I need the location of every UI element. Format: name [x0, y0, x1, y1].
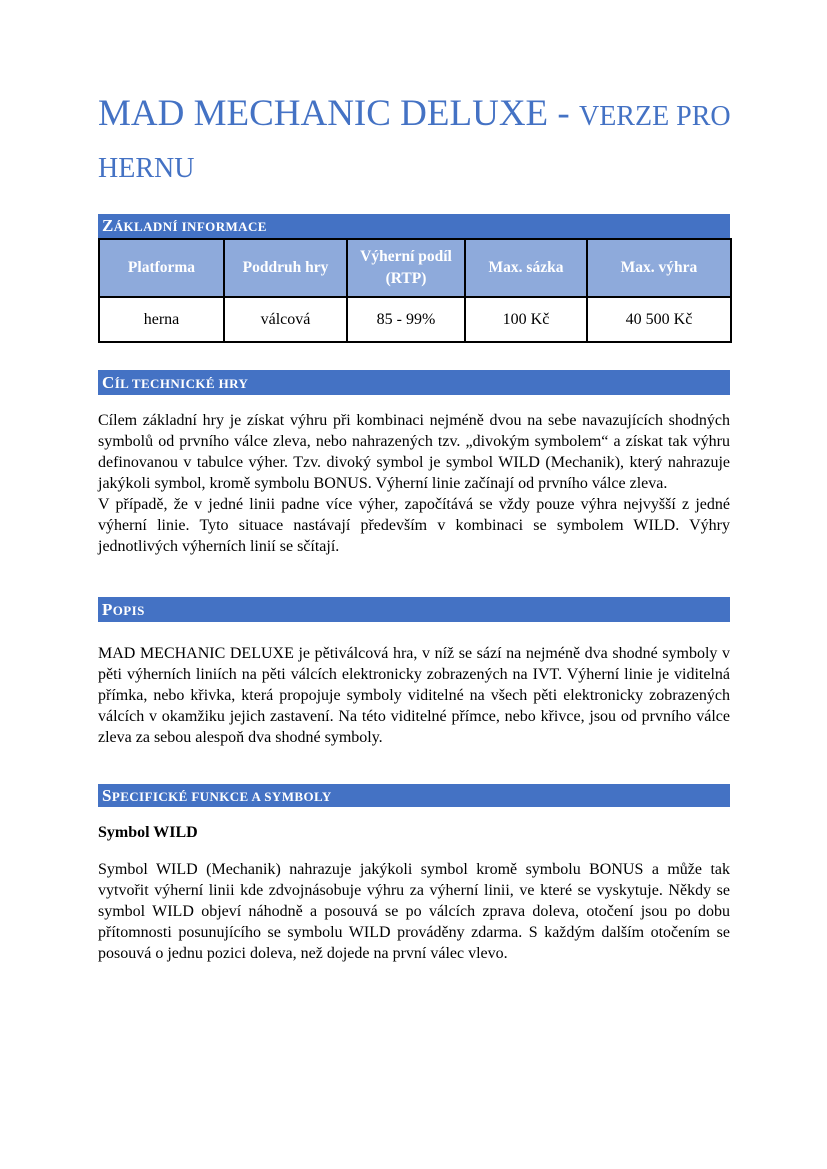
header-cell-poddruh-hry: Poddruh hry — [224, 239, 347, 297]
header-cell-max-vyhra: Max. výhra — [587, 239, 731, 297]
section-body-symbol-wild — [98, 859, 730, 964]
header-cell-max-sazka: Max. sázka — [465, 239, 587, 297]
basic-info-table — [98, 238, 732, 343]
paragraph: V případě, že v jedné linii padne více výher, započítává se vždy pouze výhra nejvyšší z jedné výherní linie. Tyto situace nastávají především v kombinaci se symbolem WILD. Výhry jednotlivých výherních linií se sčítají. — [98, 496, 730, 555]
cell-max-sazka: 100 Kč — [465, 297, 587, 342]
section-body-cil — [98, 410, 730, 557]
page-content — [98, 0, 730, 964]
title-main-text: MAD MECHANIC DELUXE - — [98, 93, 579, 134]
section-heading-specificke-funkce: SPECIFICKÉ FUNKCE A SYMBOLY — [98, 784, 730, 807]
title-line-2 — [98, 145, 730, 197]
paragraph: Cílem základní hry je získat výhru při kombinaci nejméně dvou na sebe navazujících shodných symbolů od prvního válce zleva, nebo nahrazených tzv. „divokým symbolem“ a získat tak výhru definovanou v tabulce výher. Tzv. divoký symbol je symbol WILD (Mechanik), který nahrazuje jakýkoli symbol, kromě symbolu BONUS. Výherní linie začínají od prvního válce zleva. — [98, 412, 730, 492]
header-cell-platforma: Platforma — [99, 239, 224, 297]
title-line-1 — [98, 90, 730, 145]
cell-vyherni-podil: 85 - 99% — [347, 297, 465, 342]
cell-poddruh-hry: válcová — [224, 297, 347, 342]
title-subtitle-text: VERZE PRO — [578, 101, 731, 132]
section-heading-popis: POPIS — [98, 597, 730, 622]
paragraph: MAD MECHANIC DELUXE je pětiválcová hra, v níž se sází na nejméně dva shodné symboly v pěti výherních liniích na pěti válcích elektronicky zobrazených na IVT. Výherní linie je viditelná přímka, nebo křivka, která propojuje symboly viditelné na všech pěti elektronicky zobrazených válcích v okamžiku jejich zastavení. Na této viditelné přímce, nebo křivce, jsou od prvního válce zleva za sebou alespoň dva shodné symboly. — [98, 645, 730, 746]
table-data-row — [99, 297, 731, 342]
section-body-popis — [98, 643, 730, 748]
title-subtitle-text-2: HERNU — [98, 153, 195, 184]
subheading-symbol-wild: Symbol WILD — [98, 824, 198, 841]
cell-max-vyhra: 40 500 Kč — [587, 297, 731, 342]
section-heading-cil-technicke-hry: CÍL TECHNICKÉ HRY — [98, 370, 730, 395]
page-title — [98, 90, 730, 197]
table-header-row — [99, 239, 731, 297]
paragraph: Symbol WILD (Mechanik) nahrazuje jakýkoli symbol kromě symbolu BONUS a může tak vytvořit výherní linii kde zdvojnásobuje výhru za výherní linii, ve které se vyskytuje. Někdy se symbol WILD objeví náhodně a posouvá se po válcích zprava doleva, otočení jsou po dobu přítomnosti posunujícího se symbolu WILD prováděny zdarma. S každým dalším otočením se posouvá o jednu pozici doleva, než dojede na první válec vlevo. — [98, 861, 730, 962]
section-heading-zakladni-informace: ZÁKLADNÍ INFORMACE — [98, 214, 730, 238]
header-cell-vyherni-podil: Výherní podíl (RTP) — [347, 239, 465, 297]
cell-platforma: herna — [99, 297, 224, 342]
